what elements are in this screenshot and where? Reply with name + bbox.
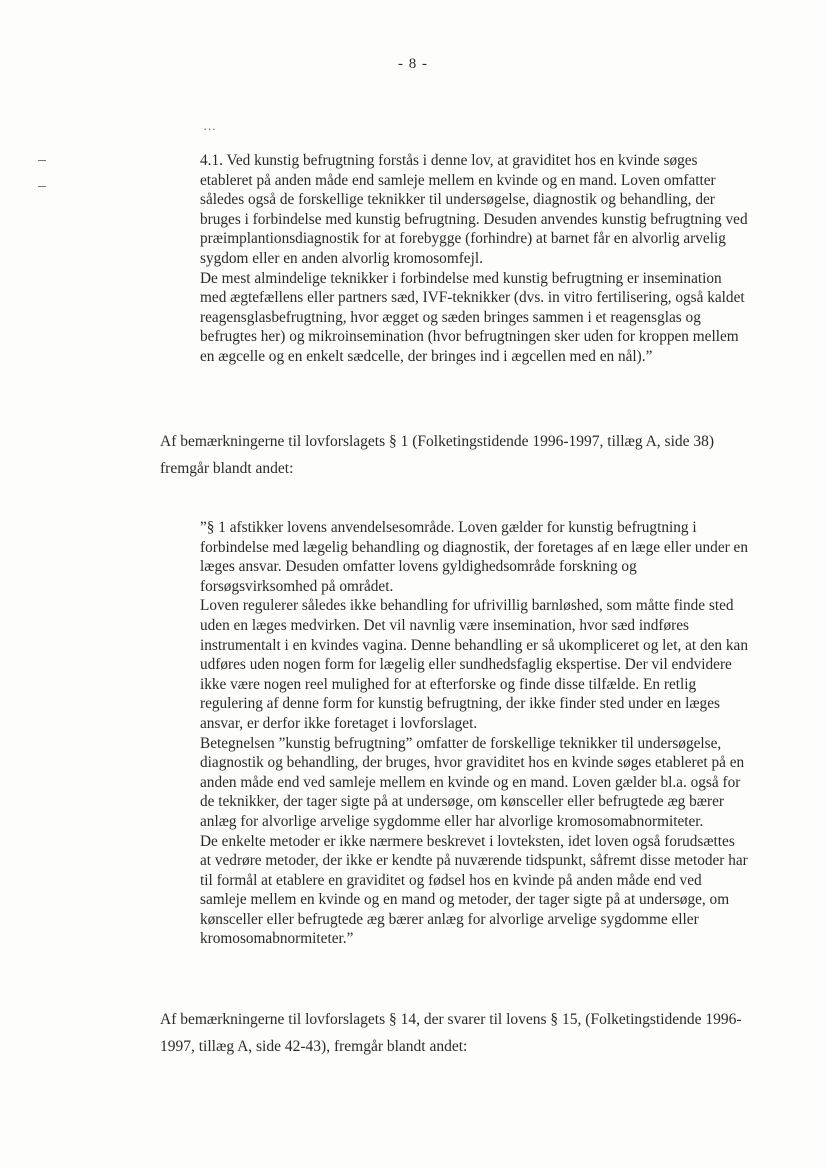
- margin-mark: [38, 186, 46, 187]
- quote-paragraph: De mest almindelige teknikker i forbindelse med kunstig befrugtning er insemination med ægtefællens eller partners sæd, IVF-teknikker (dvs. in vitro fertilisering, også kaldet reagensglasbefrugtning, hvor ægget og sæden bringes sammen i et reagensglas og befrugtes her) og mikroinsemination (hvor befrugtningen sker uden for kroppen mellem en ægcelle og en enkelt sædcelle, der bringes ind i ægcellen med en nål).”: [200, 269, 745, 365]
- body-paragraph: Af bemærkningerne til lovforslagets § 14, der svarer til lovens § 15, (Folketingstidende 1996-1997, tillæg A, side 42-43), fremgår blandt andet:: [160, 1011, 742, 1055]
- page-number: - 8 -: [398, 56, 428, 72]
- quote-paragraph: Betegnelsen ”kunstig befrugtning” omfatter de forskellige teknikker til undersøgelse, diagnostik og behandling, der bruges, hvor graviditet hos en kvinde søges etableret på en anden måde end ved samleje mellem en kvinde og en mand. Loven gælder bl.a. også for de teknikker, der tager sigte på at undersøge, om kønsceller eller befrugtede æg bærer anlæg for alvorlige arvelige sygdomme eller har alvorlige kromosomabnormiteter.: [200, 734, 745, 830]
- block-quote-section-4-1: [200, 151, 748, 367]
- quote-paragraph: 4.1. Ved kunstig befrugtning forstås i denne lov, at graviditet hos en kvinde søges etableret på anden måde end samleje mellem en kvinde og en mand. Loven omfatter således også de forskellige teknikker til undersøgelse, diagnostik og behandling, der bruges i forbindelse med kunstig befrugtning. Desuden anvendes kunstig befrugtning ved præimplantionsdiagnostik for at forebygge (forhindre) at barnet får en alvorlig arvelig sygdom eller en anden alvorlig kromosomfejl.: [200, 152, 748, 267]
- block-quote-section-1-remarks: [200, 518, 748, 949]
- ellipsis-marker: …: [203, 118, 216, 133]
- intro-paragraph-section-1: [160, 428, 760, 482]
- quote-paragraph: ”§ 1 afstikker lovens anvendelsesområde. Loven gælder for kunstig befrugtning i forbindelse med lægelig behandling og diagnostik, der foretages af en læge eller under en læges ansvar. Desuden omfatter lovens gyldighedsområde forskning og forsøgsvirksomhed på området.: [200, 519, 748, 595]
- intro-paragraph-section-14: [160, 1006, 760, 1060]
- quote-paragraph: Loven regulerer således ikke behandling for ufrivillig barnløshed, som måtte finde sted uden en læges medvirken. Det vil navnlig være insemination, hvor sæd indføres instrumentalt i en kvindes vagina. Denne behandling er så ukompliceret og let, at den kan udføres uden nogen form for lægelig eller sundhedsfaglig ekspertise. Der vil endvidere ikke være nogen reel mulighed for at efterforske og finde disse tilfælde. En retlig regulering af denne form for kunstig befrugtning, der ikke finder sted under en læges ansvar, er derfor ikke foretaget i lovforslaget.: [200, 597, 748, 732]
- body-paragraph: Af bemærkningerne til lovforslagets § 1 (Folketingstidende 1996-1997, tillæg A, side 38) fremgår blandt andet:: [160, 433, 715, 477]
- margin-mark: [38, 160, 46, 161]
- quote-paragraph: De enkelte metoder er ikke nærmere beskrevet i lovteksten, idet loven også forudsættes at vedrøre metoder, der ikke er kendte på nuværende tidspunkt, såfremt disse metoder har til formål at etablere en graviditet og fødsel hos en kvinde på anden måde end ved samleje mellem en kvinde og en mand og metoder, der tager sigte på at undersøge, om kønsceller eller befrugtede æg bærer anlæg for alvorlige arvelige sygdomme eller kromosomabnormiteter.”: [200, 832, 748, 948]
